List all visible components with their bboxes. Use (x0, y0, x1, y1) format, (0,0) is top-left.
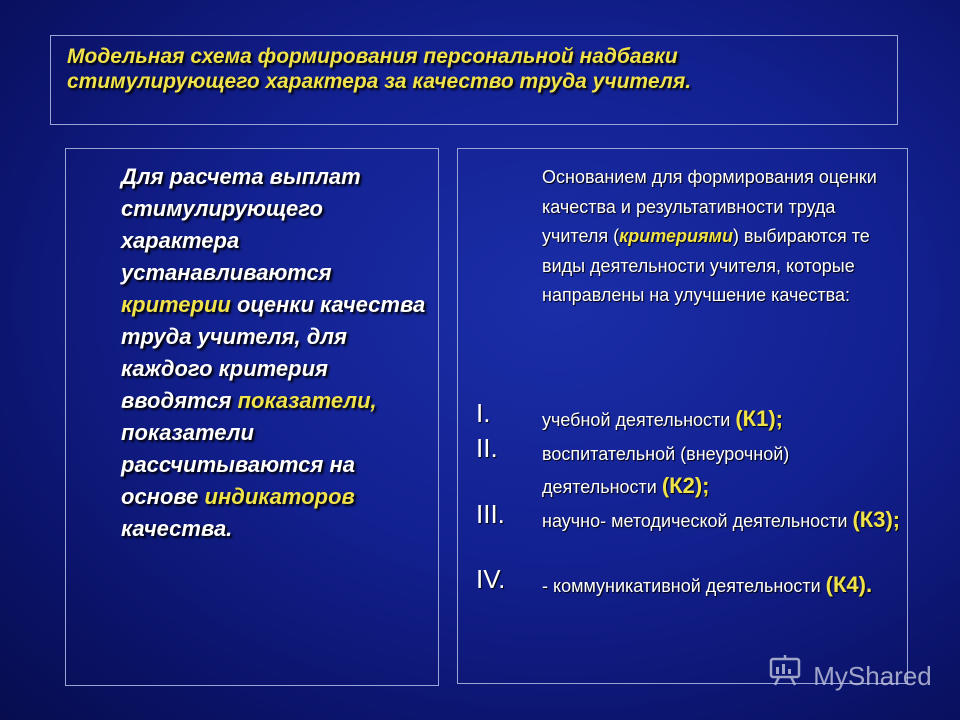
item-number: I. (476, 398, 491, 428)
right-intro (542, 163, 902, 311)
highlight-indicator-sources: индикаторов (204, 484, 355, 509)
item-label: учебной деятельности (542, 410, 736, 430)
item-number: IV. (476, 564, 506, 594)
title-line-2: стимулирующего характера за качество труда учителя. (67, 70, 692, 93)
item-label: научно- методической деятельности (542, 511, 853, 531)
left-paragraph (121, 161, 431, 545)
presentation-icon (768, 653, 802, 700)
slide-title (67, 44, 881, 94)
intro-text-b: ) выбираются те виды деятельности учителя, которые направлены на улучшение качества: (542, 226, 870, 305)
item-code: (К4). (825, 572, 873, 597)
intro-text-a: Основанием для формирования оценки качества и результативности труда учителя ( (542, 167, 877, 246)
title-line-1: Модельная схема формирования персональной надбавки (67, 45, 678, 68)
item-number: III. (476, 499, 505, 529)
title-box (50, 35, 898, 125)
item-text (542, 438, 902, 503)
item-code: (К1); (735, 406, 784, 431)
left-text-3: показатели рассчитываются на основе (121, 420, 355, 509)
highlight-indicators: показатели, (237, 388, 377, 413)
right-panel (457, 148, 908, 684)
left-text-2: оценки качества труда учителя, для каждого критерия вводятся (121, 292, 426, 413)
watermark-text: MyShared (813, 661, 932, 692)
item-text (542, 569, 902, 602)
item-text (542, 403, 902, 436)
left-panel (65, 148, 439, 686)
item-label: - коммуникативной деятельности (542, 576, 826, 596)
highlight-criteria: критерии (121, 292, 231, 317)
item-code: (К3); (852, 507, 901, 532)
item-code: (К2); (661, 473, 710, 498)
watermark (768, 652, 948, 698)
item-text (542, 504, 902, 537)
left-text-1: Для расчета выплат стимулирующего характера устанавливаются (121, 164, 361, 285)
item-label: воспитательной (внеурочной) деятельности (542, 444, 790, 497)
left-text-4: качества. (121, 516, 233, 541)
highlight-criteria-word: критериями (619, 226, 733, 246)
item-number: II. (476, 433, 498, 463)
